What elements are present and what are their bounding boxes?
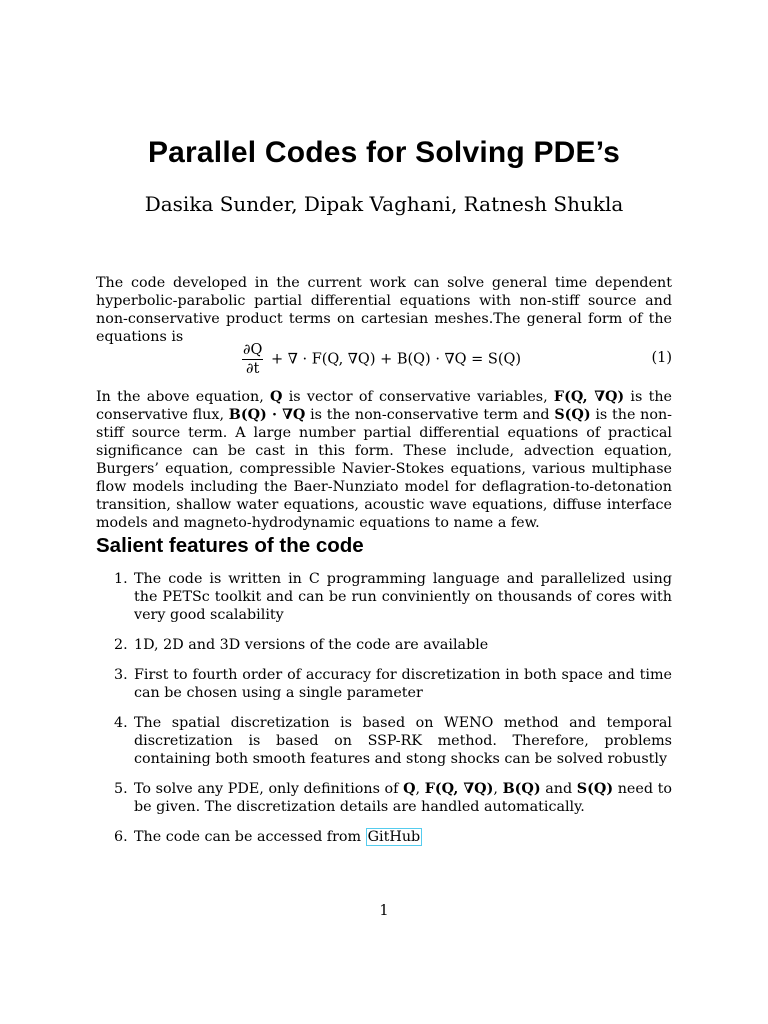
symbol-source: S(Q)	[554, 407, 591, 423]
equation-rhs: + ∇ · F(Q, ∇Q) + B(Q) · ∇Q = S(Q)	[271, 351, 522, 368]
symbol-nonconservative: B(Q) · ∇Q	[228, 407, 306, 423]
text-run: and	[540, 781, 577, 797]
text-run: ,	[493, 781, 503, 797]
text-run: To solve any PDE, only definitions of	[134, 781, 404, 797]
item-number: 5.	[114, 781, 128, 797]
authors: Dasika Sunder, Dipak Vaghani, Ratnesh Shukla	[144, 192, 624, 216]
time-derivative-fraction	[242, 342, 263, 377]
intro-paragraph: The code developed in the current work can solve general time dependent hyperbolic-parabolic partial differential equations with non-stiff source and non-conservative product terms on cartesian meshes.The general form of the equations is	[96, 275, 672, 345]
text-run: is the conservative flux,	[96, 389, 672, 423]
features-list	[96, 570, 672, 858]
symbol-nonconservative: B(Q)	[502, 781, 541, 797]
explanation-paragraph	[96, 388, 672, 532]
item-text: 1D, 2D and 3D versions of the code are available	[134, 637, 489, 653]
item-text: The code is written in C programming language and parallelized using the PETSc toolkit and can be run conviniently on thousands of cores with very good scalability	[134, 571, 672, 623]
symbol-flux: F(Q, ∇Q)	[424, 781, 494, 797]
list-item	[96, 666, 672, 702]
symbol-q: Q	[403, 781, 416, 797]
document-title: Parallel Codes for Solving PDE’s	[147, 136, 621, 169]
list-item	[96, 636, 672, 654]
item-number: 3.	[114, 667, 128, 683]
symbol-flux: F(Q, ∇Q)	[553, 389, 625, 405]
text-run: is the non-conservative term and	[305, 407, 555, 423]
text-run: ,	[415, 781, 425, 797]
text-run: is vector of conservative variables,	[282, 389, 554, 405]
item-number: 1.	[114, 571, 128, 587]
symbol-q: Q	[270, 389, 283, 405]
item-text: The spatial discretization is based on WENO method and temporal discretization is based on SSP-RK method. Therefore, problems containing both smooth features and stong shocks can be solved robustly	[134, 715, 672, 767]
item-text	[134, 828, 422, 846]
item-number: 4.	[114, 715, 128, 731]
text-run: The code can be accessed from	[134, 829, 366, 845]
item-number: 2.	[114, 637, 128, 653]
equation-number: (1)	[651, 350, 672, 366]
fraction-denominator: ∂t	[246, 361, 260, 377]
section-heading: Salient features of the code	[96, 534, 364, 557]
list-item	[96, 828, 672, 846]
fraction-numerator: ∂Q	[243, 342, 263, 358]
item-text: First to fourth order of accuracy for discretization in both space and time can be chosen using a single parameter	[134, 667, 672, 701]
item-text	[134, 781, 672, 815]
equation-body	[242, 342, 521, 377]
text-run: In the above equation,	[96, 389, 271, 405]
github-link[interactable]: GitHub	[367, 829, 421, 845]
list-item	[96, 780, 672, 816]
symbol-source: S(Q)	[576, 781, 614, 797]
equation-1	[96, 340, 672, 380]
item-number: 6.	[114, 829, 128, 845]
page-number: 1	[379, 903, 389, 919]
list-item	[96, 714, 672, 768]
text-run: need to be given. The discretization details are handled automatically.	[134, 781, 672, 815]
text-run: is the non-stiff source term. A large number partial differential equations of practical significance can be cast in this form. These include, advection equation, Burgers’ equation, compressible Navier-Stokes equations, various multiphase flow models including the Baer-Nunziato model for deflagration-to-detonation transition, shallow water equations, acoustic wave equations, diffuse interface models and magneto-hydrodynamic equations to name a few.	[96, 407, 673, 531]
list-item	[96, 570, 672, 624]
